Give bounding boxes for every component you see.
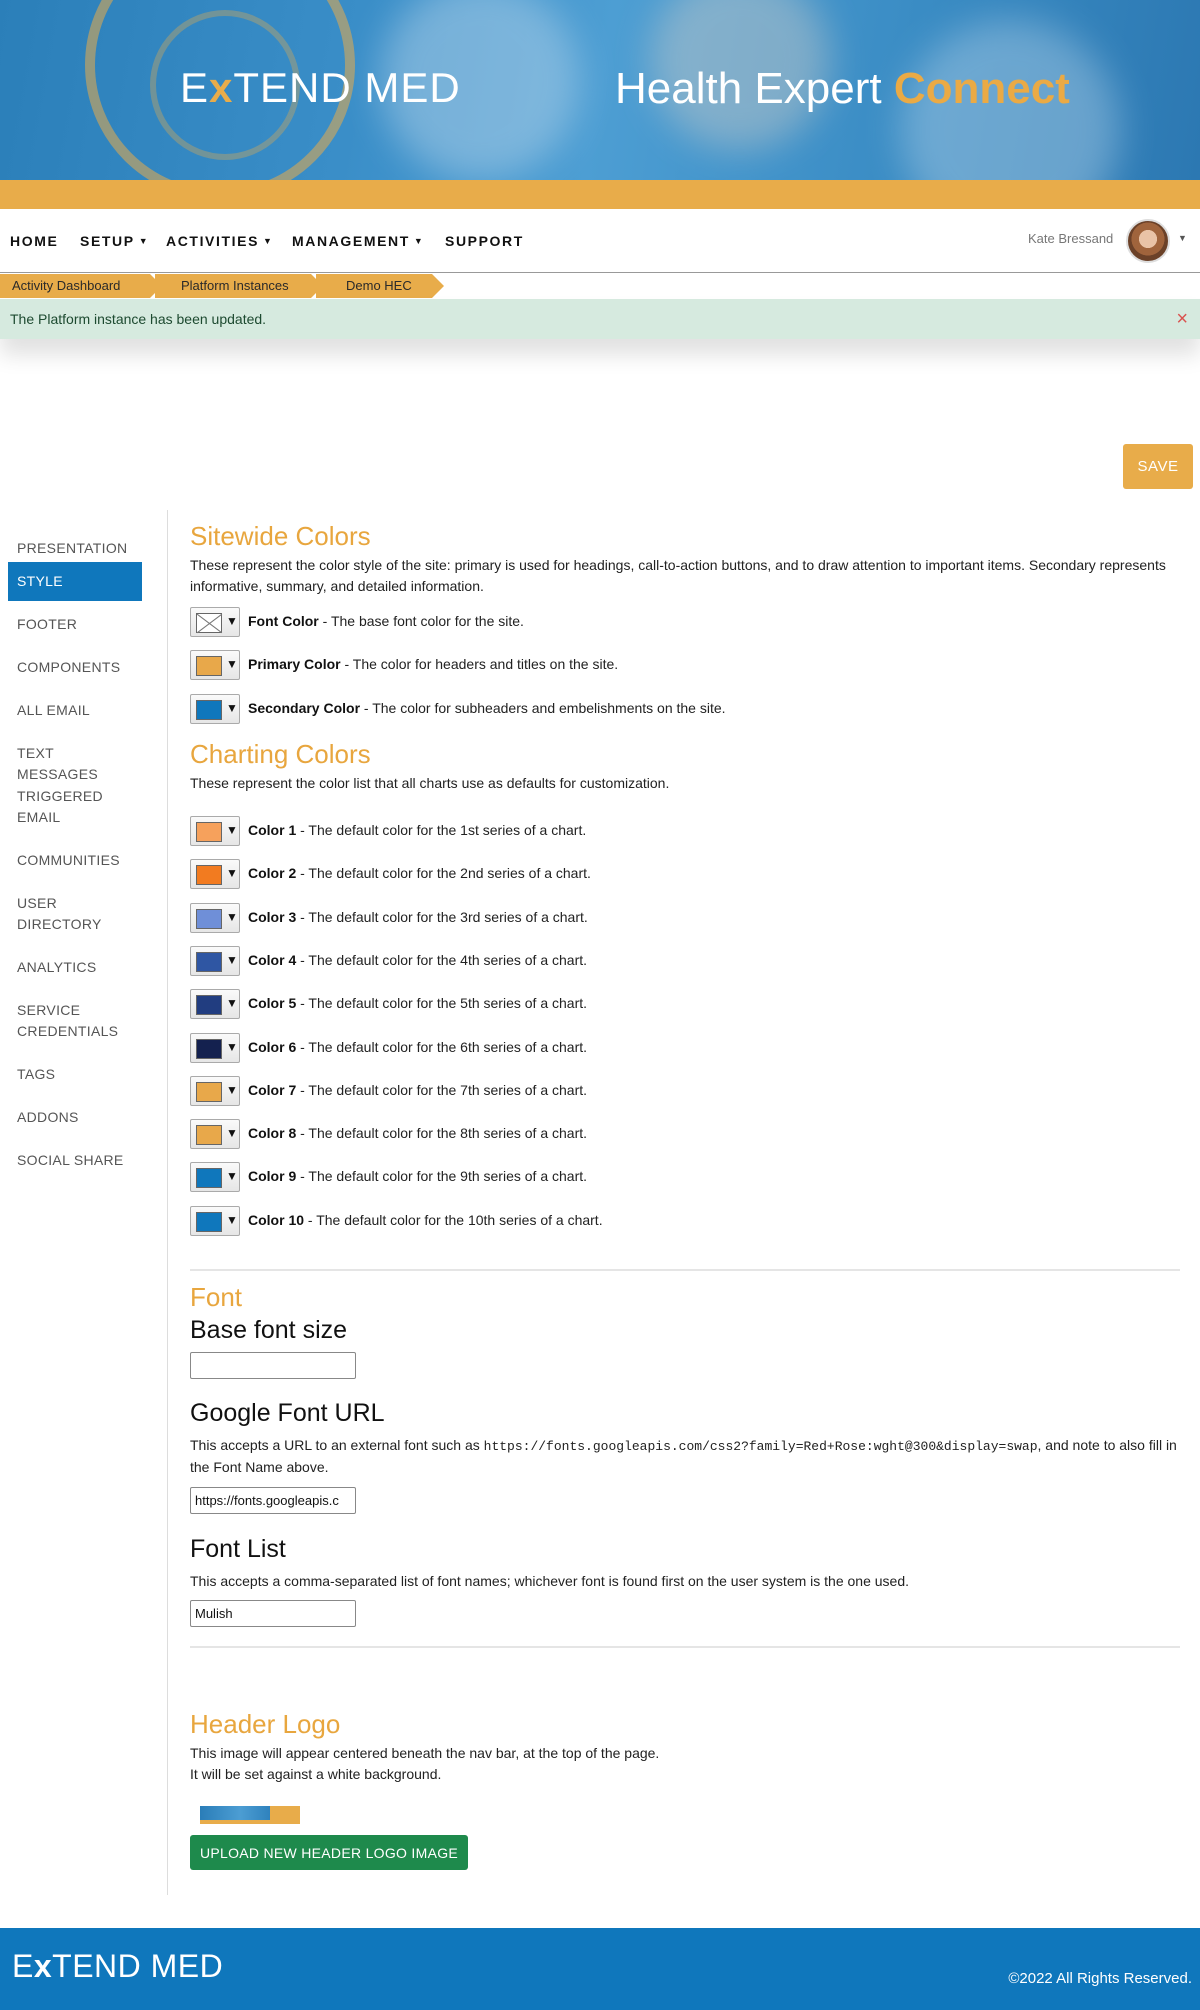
chart-color-row: ▼ Color 6 - The default color for the 6th series of a chart.: [190, 1033, 1180, 1063]
section-divider: [190, 1646, 1180, 1648]
color-swatch: [196, 952, 222, 972]
sidebar-item-style[interactable]: STYLE: [8, 562, 142, 601]
secondary-color-picker[interactable]: [190, 694, 240, 724]
upload-header-logo-button[interactable]: UPLOAD NEW HEADER LOGO IMAGE: [190, 1835, 468, 1870]
google-font-url-label: Google Font URL: [190, 1399, 385, 1427]
base-font-size-input[interactable]: [190, 1352, 356, 1379]
banner-accent-stripe: [0, 180, 1200, 209]
chart-color-picker[interactable]: [190, 859, 240, 889]
sidebar-item-text-messages[interactable]: TEXT MESSAGES: [17, 745, 98, 782]
caret-down-icon: ▼: [226, 823, 238, 837]
main-nav: [0, 209, 1200, 273]
caret-down-icon: ▼: [226, 952, 238, 967]
chart-color-row: ▼ Color 10 - The default color for the 10th series of a chart.: [190, 1206, 1180, 1236]
caret-down-icon: ▼: [226, 996, 238, 1011]
sitewide-colors-heading: Sitewide Colors: [190, 521, 371, 551]
charting-colors-heading: Charting Colors: [190, 739, 371, 769]
page-footer: [0, 1928, 1200, 2010]
sidebar-item-analytics[interactable]: ANALYTICS: [17, 959, 97, 975]
chart-color-row: ▼ Color 5 - The default color for the 5th series of a chart.: [190, 989, 1180, 1019]
caret-down-icon[interactable]: ▼: [1178, 233, 1187, 243]
site-title: Health Expert Connect: [615, 64, 1070, 113]
sidebar-item-service-credentials[interactable]: SERVICE CREDENTIALS: [17, 1002, 119, 1039]
breadcrumb-activity-dashboard[interactable]: Activity Dashboard: [0, 274, 150, 298]
chart-color-row: ▼ Color 4 - The default color for the 4th series of a chart.: [190, 946, 1180, 976]
section-divider: [190, 1269, 1180, 1271]
sidebar-item-all-email[interactable]: ALL EMAIL: [17, 702, 90, 718]
color-swatch: [196, 700, 222, 720]
chart-color-picker[interactable]: [190, 989, 240, 1019]
font-color-row: ▼ Font Color - The base font color for the site.: [190, 607, 1180, 637]
chart-color-row: ▼ Color 1 - The default color for the 1st series of a chart.: [190, 816, 1180, 846]
color-swatch: [196, 613, 222, 633]
google-font-url-input[interactable]: [190, 1487, 356, 1514]
user-name[interactable]: Kate Bressand: [1028, 231, 1114, 246]
caret-down-icon: ▼: [226, 909, 238, 924]
sidebar-item-social-share[interactable]: SOCIAL SHARE: [17, 1152, 124, 1168]
chart-color-row: ▼ Color 8 - The default color for the 8th series of a chart.: [190, 1119, 1180, 1149]
secondary-color-row: ▼ Secondary Color - The color for subheaders and embelishments on the site.: [190, 694, 1180, 724]
caret-down-icon: ▼: [226, 1082, 238, 1097]
chart-color-picker[interactable]: [190, 1033, 240, 1063]
extendmed-logo: ExTEND MED: [180, 64, 461, 111]
breadcrumb: [0, 274, 1200, 298]
color-swatch: [196, 656, 222, 676]
chart-color-picker[interactable]: [190, 903, 240, 933]
sidebar-item-triggered-email[interactable]: TRIGGERED EMAIL: [17, 788, 103, 825]
chart-color-row: ▼ Color 3 - The default color for the 3rd series of a chart.: [190, 903, 1180, 933]
chart-color-row: ▼ Color 7 - The default color for the 7th series of a chart.: [190, 1076, 1180, 1106]
font-color-picker[interactable]: [190, 607, 240, 637]
chart-color-picker[interactable]: [190, 1076, 240, 1106]
breadcrumb-demo-hec[interactable]: Demo HEC: [316, 274, 432, 298]
chart-color-row: ▼ Color 2 - The default color for the 2nd series of a chart.: [190, 859, 1180, 889]
sidebar-item-components[interactable]: COMPONENTS: [17, 659, 121, 675]
font-list-description: This accepts a comma-separated list of font names; whichever font is found first on the user system is the one used.: [190, 1573, 910, 1589]
color-swatch: [196, 1125, 222, 1145]
primary-color-picker[interactable]: [190, 650, 240, 680]
chart-color-row: ▼ Color 9 - The default color for the 9th series of a chart.: [190, 1162, 1180, 1192]
color-swatch: [196, 1082, 222, 1102]
caret-down-icon: ▼: [226, 866, 238, 881]
sidebar-item-presentation[interactable]: PRESENTATION: [17, 540, 128, 556]
nav-activities[interactable]: ACTIVITIES ▼: [166, 233, 274, 249]
font-list-input[interactable]: [190, 1600, 356, 1627]
caret-down-icon: ▼: [226, 1126, 238, 1141]
base-font-size-label: Base font size: [190, 1316, 348, 1344]
breadcrumb-platform-instances[interactable]: Platform Instances: [155, 274, 311, 298]
nav-management[interactable]: MANAGEMENT ▼: [292, 233, 425, 249]
chart-color-picker[interactable]: [190, 816, 240, 846]
sidebar-item-tags[interactable]: TAGS: [17, 1066, 56, 1082]
font-heading: Font: [190, 1282, 243, 1312]
charting-colors-description: These represent the color list that all charts use as defaults for customization.: [190, 775, 670, 791]
caret-down-icon: ▼: [226, 614, 238, 628]
primary-color-row: ▼ Primary Color - The color for headers and titles on the site.: [190, 650, 1180, 680]
header-banner: [0, 0, 1200, 180]
header-logo-heading: Header Logo: [190, 1709, 341, 1739]
color-swatch: [196, 822, 222, 842]
color-swatch: [196, 995, 222, 1015]
footer-logo: ExTEND MED: [12, 1948, 224, 1984]
font-list-label: Font List: [190, 1535, 286, 1563]
footer-copyright: ©2022 All Rights Reserved.: [1008, 1970, 1192, 1987]
chart-color-picker[interactable]: [190, 1162, 240, 1192]
color-swatch: [196, 1168, 222, 1188]
avatar[interactable]: [1126, 219, 1170, 263]
nav-home[interactable]: HOME: [10, 233, 59, 249]
caret-down-icon: ▼: [138, 236, 150, 246]
success-alert: [0, 299, 1200, 339]
settings-sidebar: [0, 510, 168, 1895]
header-logo-description: This image will appear centered beneath the nav bar, at the top of the page. It will be set against a white background.: [190, 1745, 660, 1782]
color-swatch: [196, 1212, 222, 1232]
color-swatch: [196, 909, 222, 929]
save-button[interactable]: SAVE: [1123, 444, 1193, 489]
sidebar-item-addons[interactable]: ADDONS: [17, 1109, 79, 1125]
sitewide-colors-description: These represent the color style of the site: primary is used for headings, call-to-action buttons, and to draw attention to important items. Secondary represents informative, summary, and detailed information.: [190, 557, 1166, 594]
sidebar-item-footer[interactable]: FOOTER: [17, 616, 78, 632]
sidebar-item-communities[interactable]: COMMUNITIES: [17, 852, 120, 868]
nav-support[interactable]: SUPPORT: [445, 233, 524, 249]
caret-down-icon: ▼: [226, 1039, 238, 1054]
color-swatch: [196, 865, 222, 885]
header-logo-preview: [200, 1806, 300, 1824]
close-icon[interactable]: ×: [1176, 308, 1188, 330]
caret-down-icon: ▼: [226, 1212, 238, 1227]
chart-color-picker[interactable]: [190, 1119, 240, 1149]
caret-down-icon: ▼: [413, 236, 425, 246]
nav-setup[interactable]: SETUP ▼: [80, 233, 150, 249]
chart-color-picker[interactable]: [190, 1206, 240, 1236]
sidebar-item-user-directory[interactable]: USER DIRECTORY: [17, 895, 102, 932]
google-font-url-description: This accepts a URL to an external font such as https://fonts.googleapis.com/css2?family=Red+Rose:wght@300&display=swap, and note to also fill in the Font Name above.: [190, 1437, 1177, 1475]
caret-down-icon: ▼: [263, 236, 274, 246]
alert-message: The Platform instance has been updated.: [10, 311, 267, 327]
caret-down-icon: ▼: [226, 657, 238, 671]
caret-down-icon: ▼: [226, 1169, 238, 1184]
caret-down-icon: ▼: [226, 701, 238, 715]
chart-color-picker[interactable]: [190, 946, 240, 976]
color-swatch: [196, 1039, 222, 1059]
